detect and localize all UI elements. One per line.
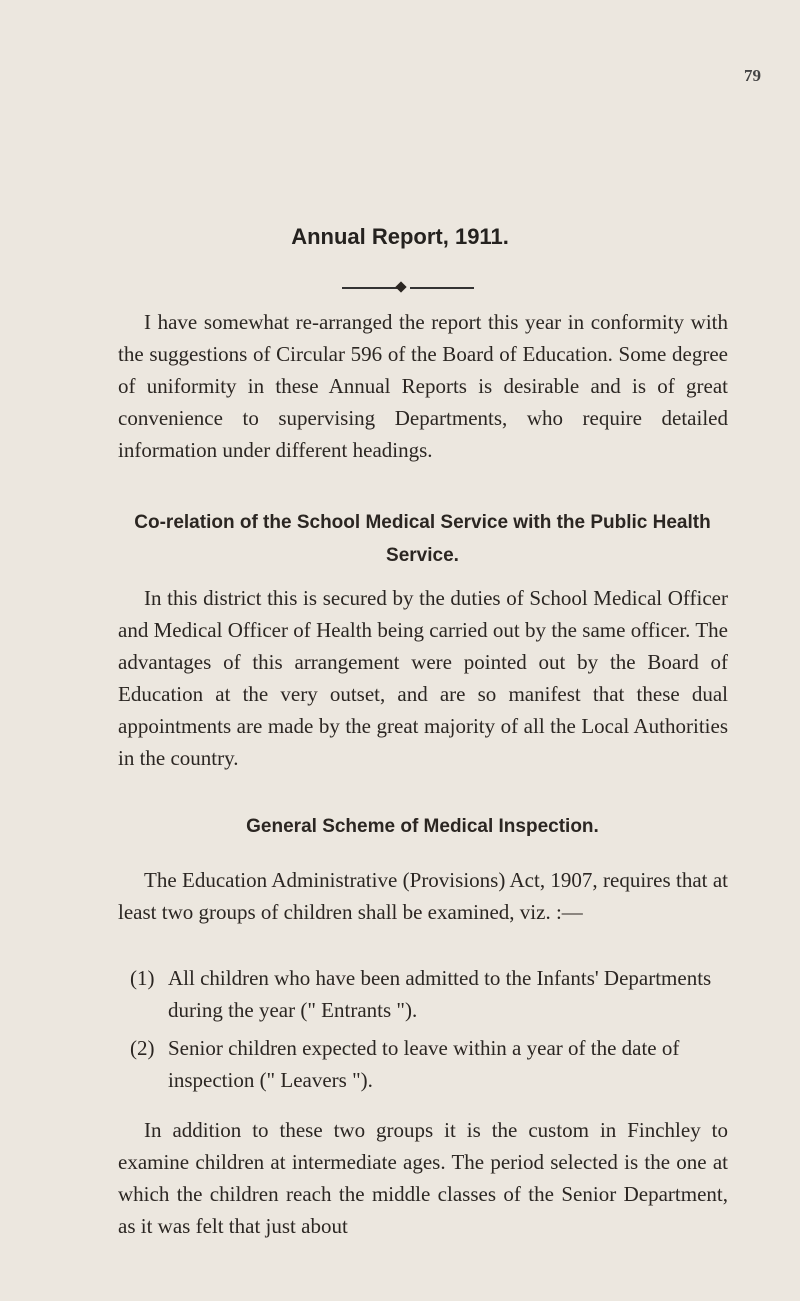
- list-item-entrants: [130, 962, 728, 1026]
- corelation-paragraph: In this district this is secured by the duties of School Medical Officer and Medical Officer of Health being carried out by the same officer. The advantages of this arrangement were pointed out by the Board of Education at the very outset, and are so manifest that these dual appointments are made by the great majority of all the Local Authorities in the country.: [118, 586, 728, 770]
- list-item-text: Senior children expected to leave within a year of the date of inspection (" Leavers ").: [168, 1036, 680, 1092]
- diamond-rule-icon: [342, 282, 474, 294]
- page-number: 79: [744, 66, 761, 85]
- intro-paragraph: I have somewhat re-arranged the report this year in conformity with the suggestions of Circular 596 of the Board of Education. Some degree of uniformity in these Annual Reports is desirable and is of great convenience to supervising Departments, who require detailed information under different headings.: [118, 310, 728, 462]
- section-heading-corelation: Co-relation of the School Medical Service with the Public Health Service.: [134, 512, 711, 566]
- general-scheme-paragraph: The Education Administrative (Provisions) Act, 1907, requires that at least two groups of children shall be examined, viz. :—: [118, 868, 728, 924]
- corelation-paragraph-block: [118, 582, 728, 774]
- general-scheme-paragraph-block: [118, 864, 728, 928]
- report-title: Annual Report, 1911.: [291, 224, 509, 249]
- list-item-leavers: [130, 1032, 728, 1096]
- list-item-number: (2): [130, 1036, 155, 1060]
- section-heading-general-scheme: General Scheme of Medical Inspection.: [246, 816, 599, 837]
- closing-paragraph-block: [118, 1114, 728, 1242]
- list-item-text: All children who have been admitted to the Infants' Departments during the year (" Entrants ").: [168, 966, 712, 1022]
- list-item-number: (1): [130, 966, 155, 990]
- intro-paragraph-block: [118, 306, 728, 466]
- closing-paragraph: In addition to these two groups it is the custom in Finchley to examine children at intermediate ages. The period selected is the one at which the children reach the middle classes of the Senior Department, as it was felt that just about: [118, 1118, 728, 1238]
